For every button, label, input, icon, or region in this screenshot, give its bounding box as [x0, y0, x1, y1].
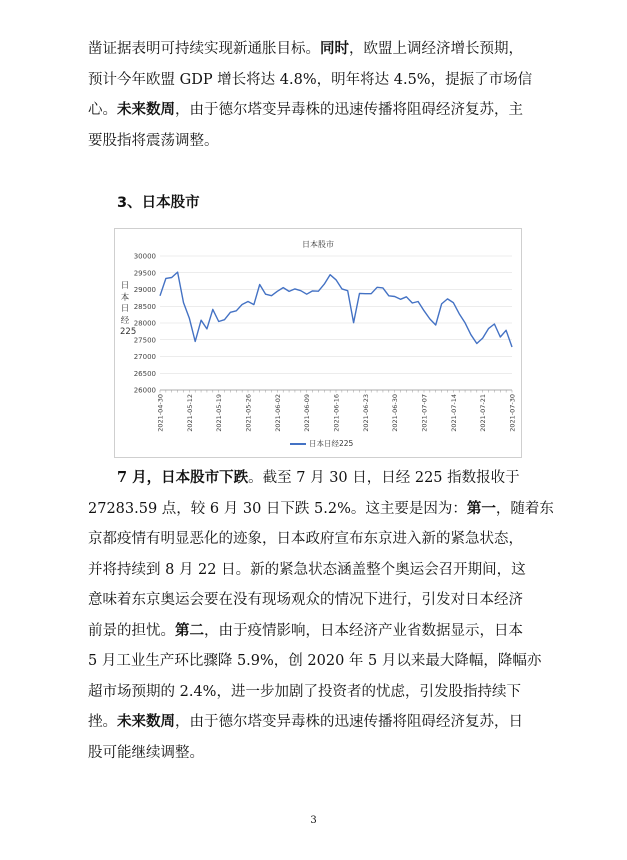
x-tick-label: 2021-05-19	[215, 394, 224, 432]
data-point	[282, 287, 284, 289]
data-point	[429, 318, 431, 320]
legend-label: 日本日经225	[309, 439, 354, 448]
data-point	[341, 288, 343, 290]
data-point	[499, 336, 501, 338]
text-line: 股可能继续调整。	[88, 744, 204, 761]
data-point	[347, 290, 349, 292]
data-point	[212, 308, 214, 310]
data-point	[423, 310, 425, 312]
text-line: 超市场预期的 2.4%，进一步加剧了投资者的忧虑，引发股指持续下	[88, 683, 521, 700]
y-tick-label: 28500	[133, 302, 156, 311]
data-point	[482, 337, 484, 339]
data-point	[476, 343, 478, 345]
data-point	[335, 279, 337, 281]
text-span: 心。	[88, 102, 117, 118]
x-tick-label: 2021-06-16	[332, 394, 341, 432]
data-point	[323, 283, 325, 285]
data-point	[470, 334, 472, 336]
text-line	[88, 34, 548, 65]
y-tick-label: 26500	[133, 369, 156, 378]
text-line: 并将持续到 8 月 22 日。新的紧急状态涵盖整个奥运会召开期间，这	[88, 561, 526, 578]
paragraph-europe	[88, 34, 548, 156]
text-span: ，由于疫情影响，日本经济产业省数据显示，日本	[204, 622, 523, 639]
data-point	[218, 321, 220, 323]
y-tick-label: 30000	[133, 252, 156, 261]
text-span: ，随着东	[495, 500, 554, 517]
data-point	[505, 329, 507, 331]
data-point	[177, 271, 179, 273]
bold-keyword: 第二	[175, 621, 204, 639]
x-tick-label: 2021-06-09	[303, 394, 312, 432]
text-span: 挫。	[88, 714, 117, 730]
x-tick-label: 2021-06-30	[391, 394, 400, 432]
data-point	[300, 290, 302, 292]
chart-legend	[290, 438, 353, 449]
page-number: 3	[310, 815, 317, 826]
text-span: ，欧盟上调经济增长预期，	[349, 41, 523, 57]
data-point	[435, 324, 437, 326]
data-point	[230, 311, 232, 313]
data-point	[159, 295, 161, 297]
data-point	[194, 341, 196, 343]
data-point	[511, 346, 513, 348]
data-point	[494, 323, 496, 325]
data-point	[458, 313, 460, 315]
text-line	[88, 95, 548, 126]
data-point	[276, 290, 278, 292]
text-line	[88, 707, 548, 738]
data-point	[359, 292, 361, 294]
text-line: 5 月工业生产环比骤降 5.9%，创 2020 年 5 月以来最大降幅，降幅亦	[88, 653, 542, 669]
data-point	[259, 284, 261, 286]
data-point	[288, 291, 290, 293]
y-tick-label: 26000	[133, 386, 156, 395]
data-point	[294, 288, 296, 290]
chart-container	[114, 228, 522, 458]
data-point	[183, 302, 185, 304]
data-point	[452, 302, 454, 304]
x-tick-label: 2021-06-23	[361, 394, 370, 432]
paragraph-japan	[88, 463, 554, 768]
data-point	[171, 277, 173, 279]
bold-keyword: 第一	[466, 499, 496, 517]
x-tick-label: 2021-07-14	[449, 394, 458, 432]
x-tick-label: 2021-07-21	[479, 394, 488, 432]
data-point	[235, 310, 237, 312]
text-line: 京都疫情有明显恶化的迹象，日本政府宣布东京进入新的紧急状态，	[88, 531, 523, 547]
bold-keyword: 7 月，日本股市下跌	[117, 469, 249, 486]
text-line	[88, 463, 548, 494]
data-point	[271, 295, 273, 297]
data-point	[312, 290, 314, 292]
text-line: 意味着东京奥运会要在没有现场观众的情况下进行，引发对日本经济	[88, 592, 523, 608]
text-span: ，由于德尔塔变异毒株的迅速传播将阻碍经济复苏，日	[175, 714, 523, 730]
text-line: 预计今年欧盟 GDP 增长将达 4.8%，明年将达 4.5%，提振了市场信	[88, 71, 533, 88]
data-point	[388, 295, 390, 297]
y-tick-label: 27000	[133, 353, 156, 361]
data-point	[206, 328, 208, 330]
data-point	[394, 296, 396, 298]
data-point	[188, 317, 190, 319]
data-point	[406, 296, 408, 298]
text-span: 凿证据表明可持续实现新通胀目标。	[88, 41, 320, 57]
section-heading: 3、日本股市	[117, 195, 200, 211]
data-point	[488, 328, 490, 330]
data-point	[253, 304, 255, 306]
x-tick-label: 2021-05-26	[244, 394, 253, 432]
text-span: 前景的担忧。	[88, 622, 175, 639]
data-point	[224, 319, 226, 321]
y-tick-label: 28000	[133, 319, 156, 328]
data-point	[370, 293, 372, 295]
text-line	[88, 494, 554, 525]
bold-keyword: 同时	[320, 40, 349, 57]
x-tick-label: 2021-07-30	[508, 394, 517, 432]
bold-keyword: 未来数周	[117, 713, 175, 730]
data-point	[241, 304, 243, 306]
data-point	[306, 293, 308, 295]
text-line: 要股指将震荡调整。	[88, 132, 219, 149]
text-span: 。截至 7 月 30 日，日经 225 指数报收于	[248, 470, 520, 486]
nikkei-line-chart	[115, 229, 521, 457]
data-point	[400, 298, 402, 300]
data-point	[265, 293, 267, 295]
y-axis-label: 日本日经225	[120, 281, 137, 337]
chart-title: 日本股市	[302, 240, 334, 249]
data-point	[447, 298, 449, 300]
x-tick-label: 2021-07-07	[420, 394, 429, 432]
y-tick-label: 27500	[133, 336, 156, 345]
x-tick-label: 2021-05-12	[185, 394, 194, 432]
data-point	[247, 301, 249, 303]
x-tick-label: 2021-04-30	[156, 394, 165, 432]
y-tick-label: 29000	[133, 286, 156, 294]
data-point	[441, 303, 443, 305]
data-point	[364, 293, 366, 295]
data-point	[464, 322, 466, 324]
data-point	[329, 274, 331, 276]
y-tick-label: 29500	[133, 269, 156, 278]
data-point	[200, 319, 202, 321]
data-point	[353, 322, 355, 324]
bold-keyword: 未来数周	[117, 101, 175, 118]
data-point	[382, 287, 384, 289]
x-tick-label: 2021-06-02	[273, 394, 282, 432]
data-point	[411, 302, 413, 304]
text-line	[88, 616, 548, 647]
legend-swatch	[290, 443, 306, 445]
data-point	[165, 278, 167, 280]
data-point	[417, 301, 419, 303]
data-point	[376, 286, 378, 288]
data-point	[318, 290, 320, 292]
text-span: 27283.59 点，较 6 月 30 日下跌 5.2%。这主要是因为：	[88, 500, 467, 517]
text-span: ，由于德尔塔变异毒株的迅速传播将阻碍经济复苏，主	[175, 102, 523, 118]
